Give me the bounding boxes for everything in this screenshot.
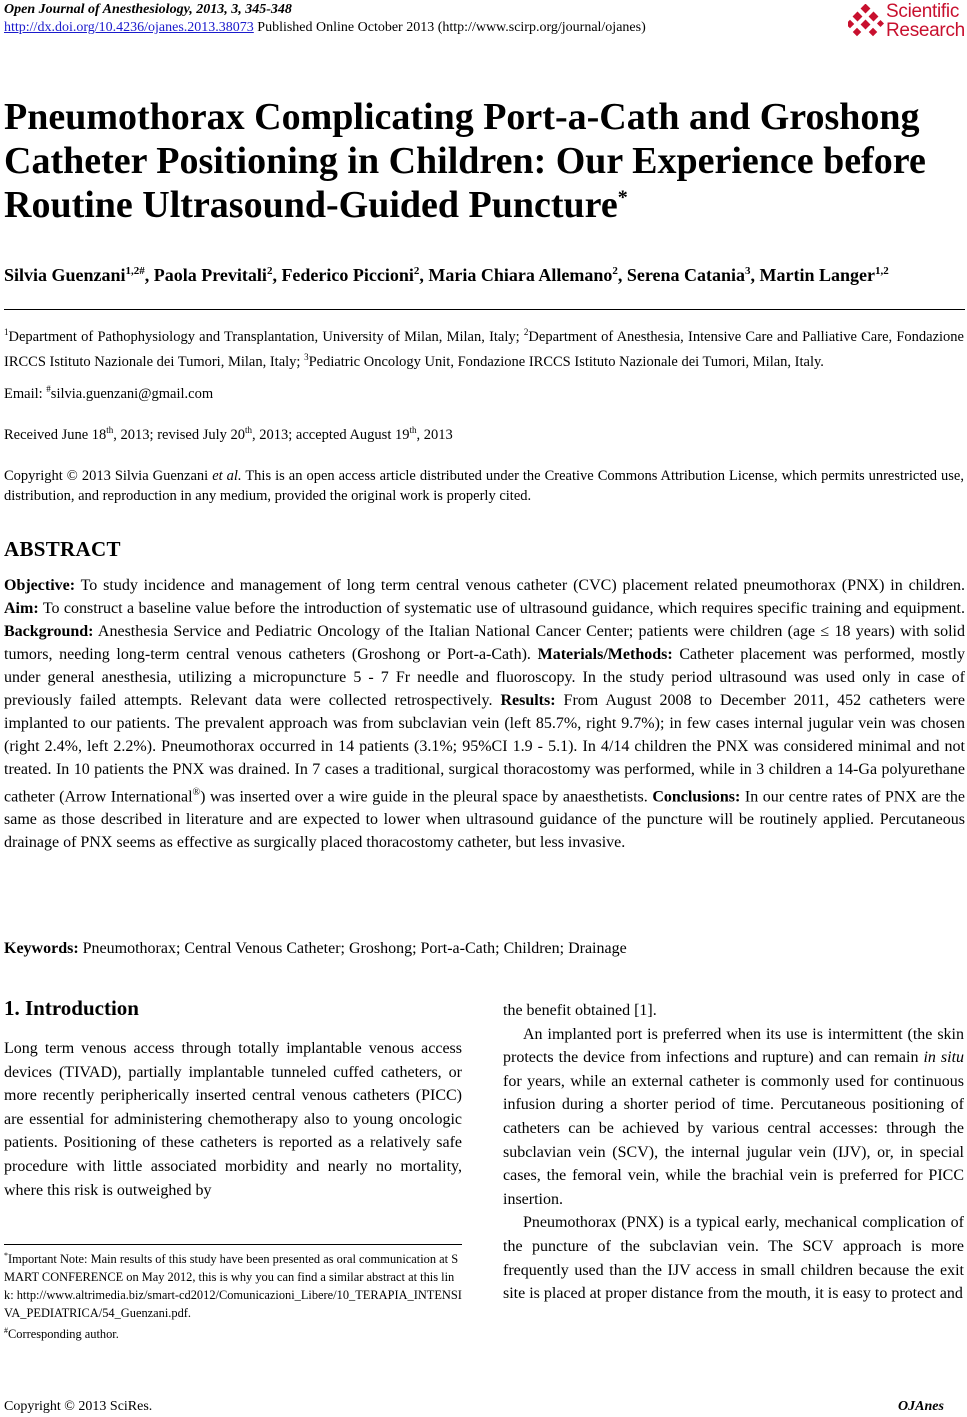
- journal-header: Open Journal of Anesthesiology, 2013, 3, 345-348: [4, 2, 292, 17]
- author: Paola Previtali: [153, 265, 267, 285]
- paragraph: the benefit obtained [1].: [503, 1002, 657, 1019]
- doi-line: [4, 20, 646, 36]
- intro-right-column: [503, 999, 964, 1306]
- author: Federico Piccioni: [281, 265, 414, 285]
- paragraph: An implanted port is preferred when its use is intermittent (the skin protects the device from infections and rupture) and can remain in situ for years, while an external catheter is commonly used for continuous infusion during a shorter period of time. Percutaneous positioning of catheters can be achieved by various central accesses: through the subclavian vein (SCV), the internal jugular vein (IJV), or, in special cases, the femoral vein, while the brachial vein is preferred for PICC insertion.: [503, 1025, 965, 1208]
- paragraph: Pneumothorax (PNX) is a typical early, mechanical complication of the puncture of the subclavian vein. The SCV approach is more frequently used than the IJV access in small children because the exit site is placed at proper distance from the mouth, it is easy to protect and: [503, 1214, 964, 1303]
- section-heading-introduction: 1. Introduction: [4, 996, 139, 1020]
- affiliations: $^1$Department of Pathophysiology and Transplantation, University of Milan, Milan, Italy; $^2$Department of Anesthesia, Intensive Care and Palliative Care, Fondazione IRCCS Istituto Nazionale dei Tumori, Milan, Italy; $^3$Pediatric Oncology Unit, Fondazione IRCCS Istituto Nazionale dei Tumori, Milan, Italy.: [4, 327, 964, 370]
- published-info: Published Online October 2013 (http://www.scirp.org/journal/ojanes): [253, 20, 646, 35]
- footer-journal: OJAnes: [898, 1399, 944, 1414]
- logo-text: Scientific Research: [886, 1, 965, 41]
- email-address[interactable]: silvia.guenzani@gmail.com: [50, 385, 214, 402]
- author: Maria Chiara Allemano: [428, 265, 613, 285]
- received-dates: Received June 18th, 2013; revised July 20th, 2013; accepted August 19th, 2013: [4, 425, 453, 443]
- scientific-research-logo-icon: [848, 4, 884, 40]
- footnote-corresponding: #Corresponding author.: [4, 1326, 119, 1342]
- author: Serena Catania: [626, 265, 746, 285]
- author-list: Silvia Guenzani$^{1,2\#}$, Paola Previtali$^2$, Federico Piccioni$^2$, Maria Chiara Allemano$^2$, Serena Catania$^3$, Martin Langer$^{1,2}$: [4, 265, 889, 285]
- keywords: Keywords: Pneumothorax; Central Venous Catheter; Groshong; Port-a-Cath; Children; Drainage: [4, 940, 627, 957]
- footnote-important: *Important Note: Main results of this study have been presented as oral communication at SMART CONFERENCE on May 2012, this is why you can find a similar abstract at this link: http://www.altrimedia.biz/smart-cd2012/Comunicazioni_Libere/10_TERAPIA_INTENSIVA_PEDIATRICA/54_Guenzani.pdf.: [4, 1251, 462, 1321]
- abstract-body: Objective: To study incidence and management of long term central venous catheter (CVC) placement related pneumothorax (PNX) in children. Aim: To construct a baseline value before the introduction of systematic use of ultrasound guidance, which requires specific training and equipment. Background: Anesthesia Service and Pediatric Oncology of the Italian National Cancer Center; patients were children (age ≤ 18 years) with solid tumors, needing long-term central venous catheters (Groshong or Port-a-Cath). Materials/Methods: Catheter placement was performed, mostly under general anesthesia, utilizing a micropuncture 5 - 7 Fr needle and fluoroscopy. In the study period ultrasound was used only in case of previously failed attempts. Relevant data were collected retrospectively. Results: From August 2008 to December 2011, 452 catheters were implanted to our patients. The prevalent approach was from subclavian vein (left 85.7%, right 9.7%); in few cases internal jugular vein was chosen (right 2.4%, left 2.2%). Pneumothorax occurred in 14 patients (3.1%; 95%CI 1.9 - 5.1). In 4/14 children the PNX was considered minimal and not treated. In 10 patients the PNX was drained. In 7 cases a traditional, surgical thoracostomy was performed, while in 3 children a 14-Ga polyurethane catheter (Arrow International®) was inserted over a wire guide in the pleural space by anaesthetists. Conclusions: In our centre rates of PNX are the same as those described in literature and are expected to lower when ultrasound guidance of the puncture will be routinely applied. Percutaneous drainage of PNX seems as effective as surgically placed thoracostomy catheter, but less invasive.: [4, 577, 966, 852]
- copyright-notice: Copyright © 2013 Silvia Guenzani et al. This is an open access article distributed under the Creative Commons Attribution License, which permits unrestricted use, distribution, and reproduction in any medium, provided the original work is properly cited.: [4, 468, 964, 504]
- footer-copyright: Copyright © 2013 SciRes.: [4, 1399, 153, 1414]
- intro-left-column: Long term venous access through totally implantable venous access devices (TIVAD), partially implantable tunneled cuffed catheters, or more recently peripherically inserted central venous catheters (PICC) are essential for administering chemotherapy also to young oncologic patients. Positioning of these catheters is reported as a relatively safe procedure with little associated morbidity and nearly no mortality, where this risk is outweighed by: [4, 1040, 462, 1199]
- title-divider: [4, 309, 965, 310]
- abstract-heading: ABSTRACT: [4, 537, 121, 561]
- email-line: Email: #silvia.guenzani@gmail.com: [4, 384, 214, 402]
- author: Silvia Guenzani: [4, 265, 126, 285]
- footnotes: [4, 1247, 462, 1343]
- article-title: Pneumothorax Complicating Port-a-Cath and Groshong Catheter Positioning in Children: Our Experience before Routine Ultrasound-Guided Puncture*: [4, 96, 926, 226]
- publisher-logo: [848, 0, 966, 44]
- footnote-divider: [4, 1244, 462, 1245]
- author: Martin Langer: [759, 265, 876, 285]
- doi-link[interactable]: http://dx.doi.org/10.4236/ojanes.2013.38073: [4, 20, 254, 35]
